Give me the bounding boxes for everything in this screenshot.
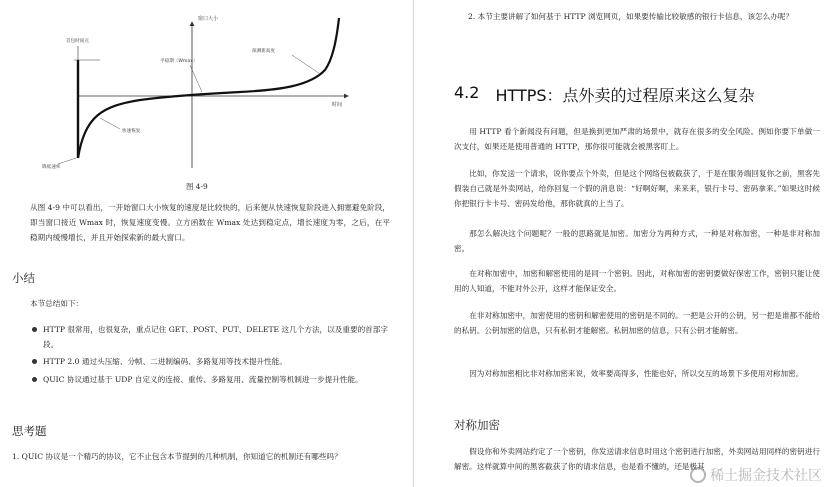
paragraph-5: 在非对称加密中，加密使用的密钥和解密使用的密钥是不同的。一把是公开的公钥，另一把是谁都不能给的私钥。公钥加密的信息，只有私钥才能解密。私钥加密的信息，只有公钥才能解密。 [454,311,820,335]
question-2: 2. 本节主要讲解了如何基于 HTTP 浏览网页，如果要传输比较敏感的银行卡信息，该怎么办呢？ [468,12,794,21]
pointer-reduce-rate [58,158,76,164]
right-page [414,0,828,487]
bullet-1 [32,322,388,352]
pointer-fast-recovery [100,118,120,129]
paragraph-7: 假设你和外卖网站约定了一个密钥，你发送请求信息时用这个密钥进行加密，外卖网站用同样的密钥进行解密。这样就算中间的黑客截获了你的请求信息，也是看不懂的，还是极其 [454,447,820,471]
bullet-text: HTTP 2.0 通过头压缩、分帧、二进制编码、多路复用等技术提升性能。 [43,357,287,366]
label-probe: 探测新高度 [252,49,275,54]
watermark-text: 稀土掘金技术社区 [710,468,822,484]
questions-heading: 思考题 [12,424,47,438]
subheading-symmetric: 对称加密 [454,418,500,432]
bullet-3 [32,372,388,387]
question-1: 1. QUIC 协议是一个精巧的协议，它不止包含本节提到的几种机制，你知道它的机制还有哪些吗？ [12,452,342,461]
label-plateau: 平稳期（Wmax） [160,59,198,64]
paragraph-1: 用 HTTP 看个新闻没有问题，但是换到更加严肃的场景中，就存在很多的安全风险。例如你要下单做一次支付，如果还是使用普通的 HTTP，那你很可能就会被黑客盯上。 [454,127,820,151]
paragraph-6: 因为对称加密相比非对称加密来说，效率要高得多，性能也好，所以交互的场景下多使用对称加密。 [469,369,804,378]
paragraph-4: 在对称加密中，加密和解密使用的是同一个密钥。因此，对称加密的密钥要做好保密工作，密钥只能让使用的人知道，不能对外公开，这样才能保证安全。 [454,269,820,293]
summary-heading: 小结 [12,271,35,285]
figure-caption: 图 4-9 [186,182,208,191]
watermark-logo-icon [690,467,706,483]
y-axis-label: 窗口大小 [198,16,219,22]
paragraph-2: 比如，你发送一个请求，说你要点个外卖，但是这个网络包被截获了，于是在服务端回复你之前，黑客先假装自己就是外卖网站，给你回复一个假的消息说：“好啊好啊，来来来，银行卡号、密码拿来。”如果这时候你把银行卡卡号、密码发给他，那你就真的上当了。 [454,169,820,208]
section-number: 4.2 [454,83,480,102]
label-start: 首包时间点 [66,39,89,44]
cubic-window-chart [30,8,350,176]
section-title: HTTPS：点外卖的过程原来这么复杂 [495,86,755,105]
section-heading [454,83,755,106]
bullet-dot [32,327,37,332]
intro-paragraph: 从图 4-9 中可以看出，一开始窗口大小恢复的速度是比较快的，后来便从快速恢复阶段进入拥塞避免阶段，即当窗口接近 Wmax 时，恢复速度变慢。立方函数在 Wmax 处达到稳定点，增长速度为零，之后，在平稳期内缓慢增长，并且开始探索新的最大窗口。 [30,203,390,242]
cubic-curve [78,18,339,158]
left-page [0,0,412,487]
watermark [690,465,822,485]
bullet-dot [32,377,37,382]
bullet-text: QUIC 协议通过基于 UDP 自定义的连接、重传、多路复用、流量控制等机制进一步提升性能。 [43,375,363,384]
bullet-dot [32,359,37,364]
paragraph-3: 那怎么解决这个问题呢？一般的思路就是加密。加密分为两种方式，一种是对称加密，一种是非对称加密。 [454,229,820,253]
label-fast-recovery: 快速恢复 [122,129,141,134]
x-axis-label: 时间 [332,102,343,108]
label-reduce-rate: 降低速率 [42,165,61,170]
bullet-text: HTTP 很常用，也很复杂，重点记住 GET、POST、PUT、DELETE 这几个方法，以及重要的首部字段。 [43,325,388,349]
pointer-probe [292,55,320,74]
bullet-2 [32,354,388,369]
summary-intro: 本节总结如下： [30,299,84,308]
